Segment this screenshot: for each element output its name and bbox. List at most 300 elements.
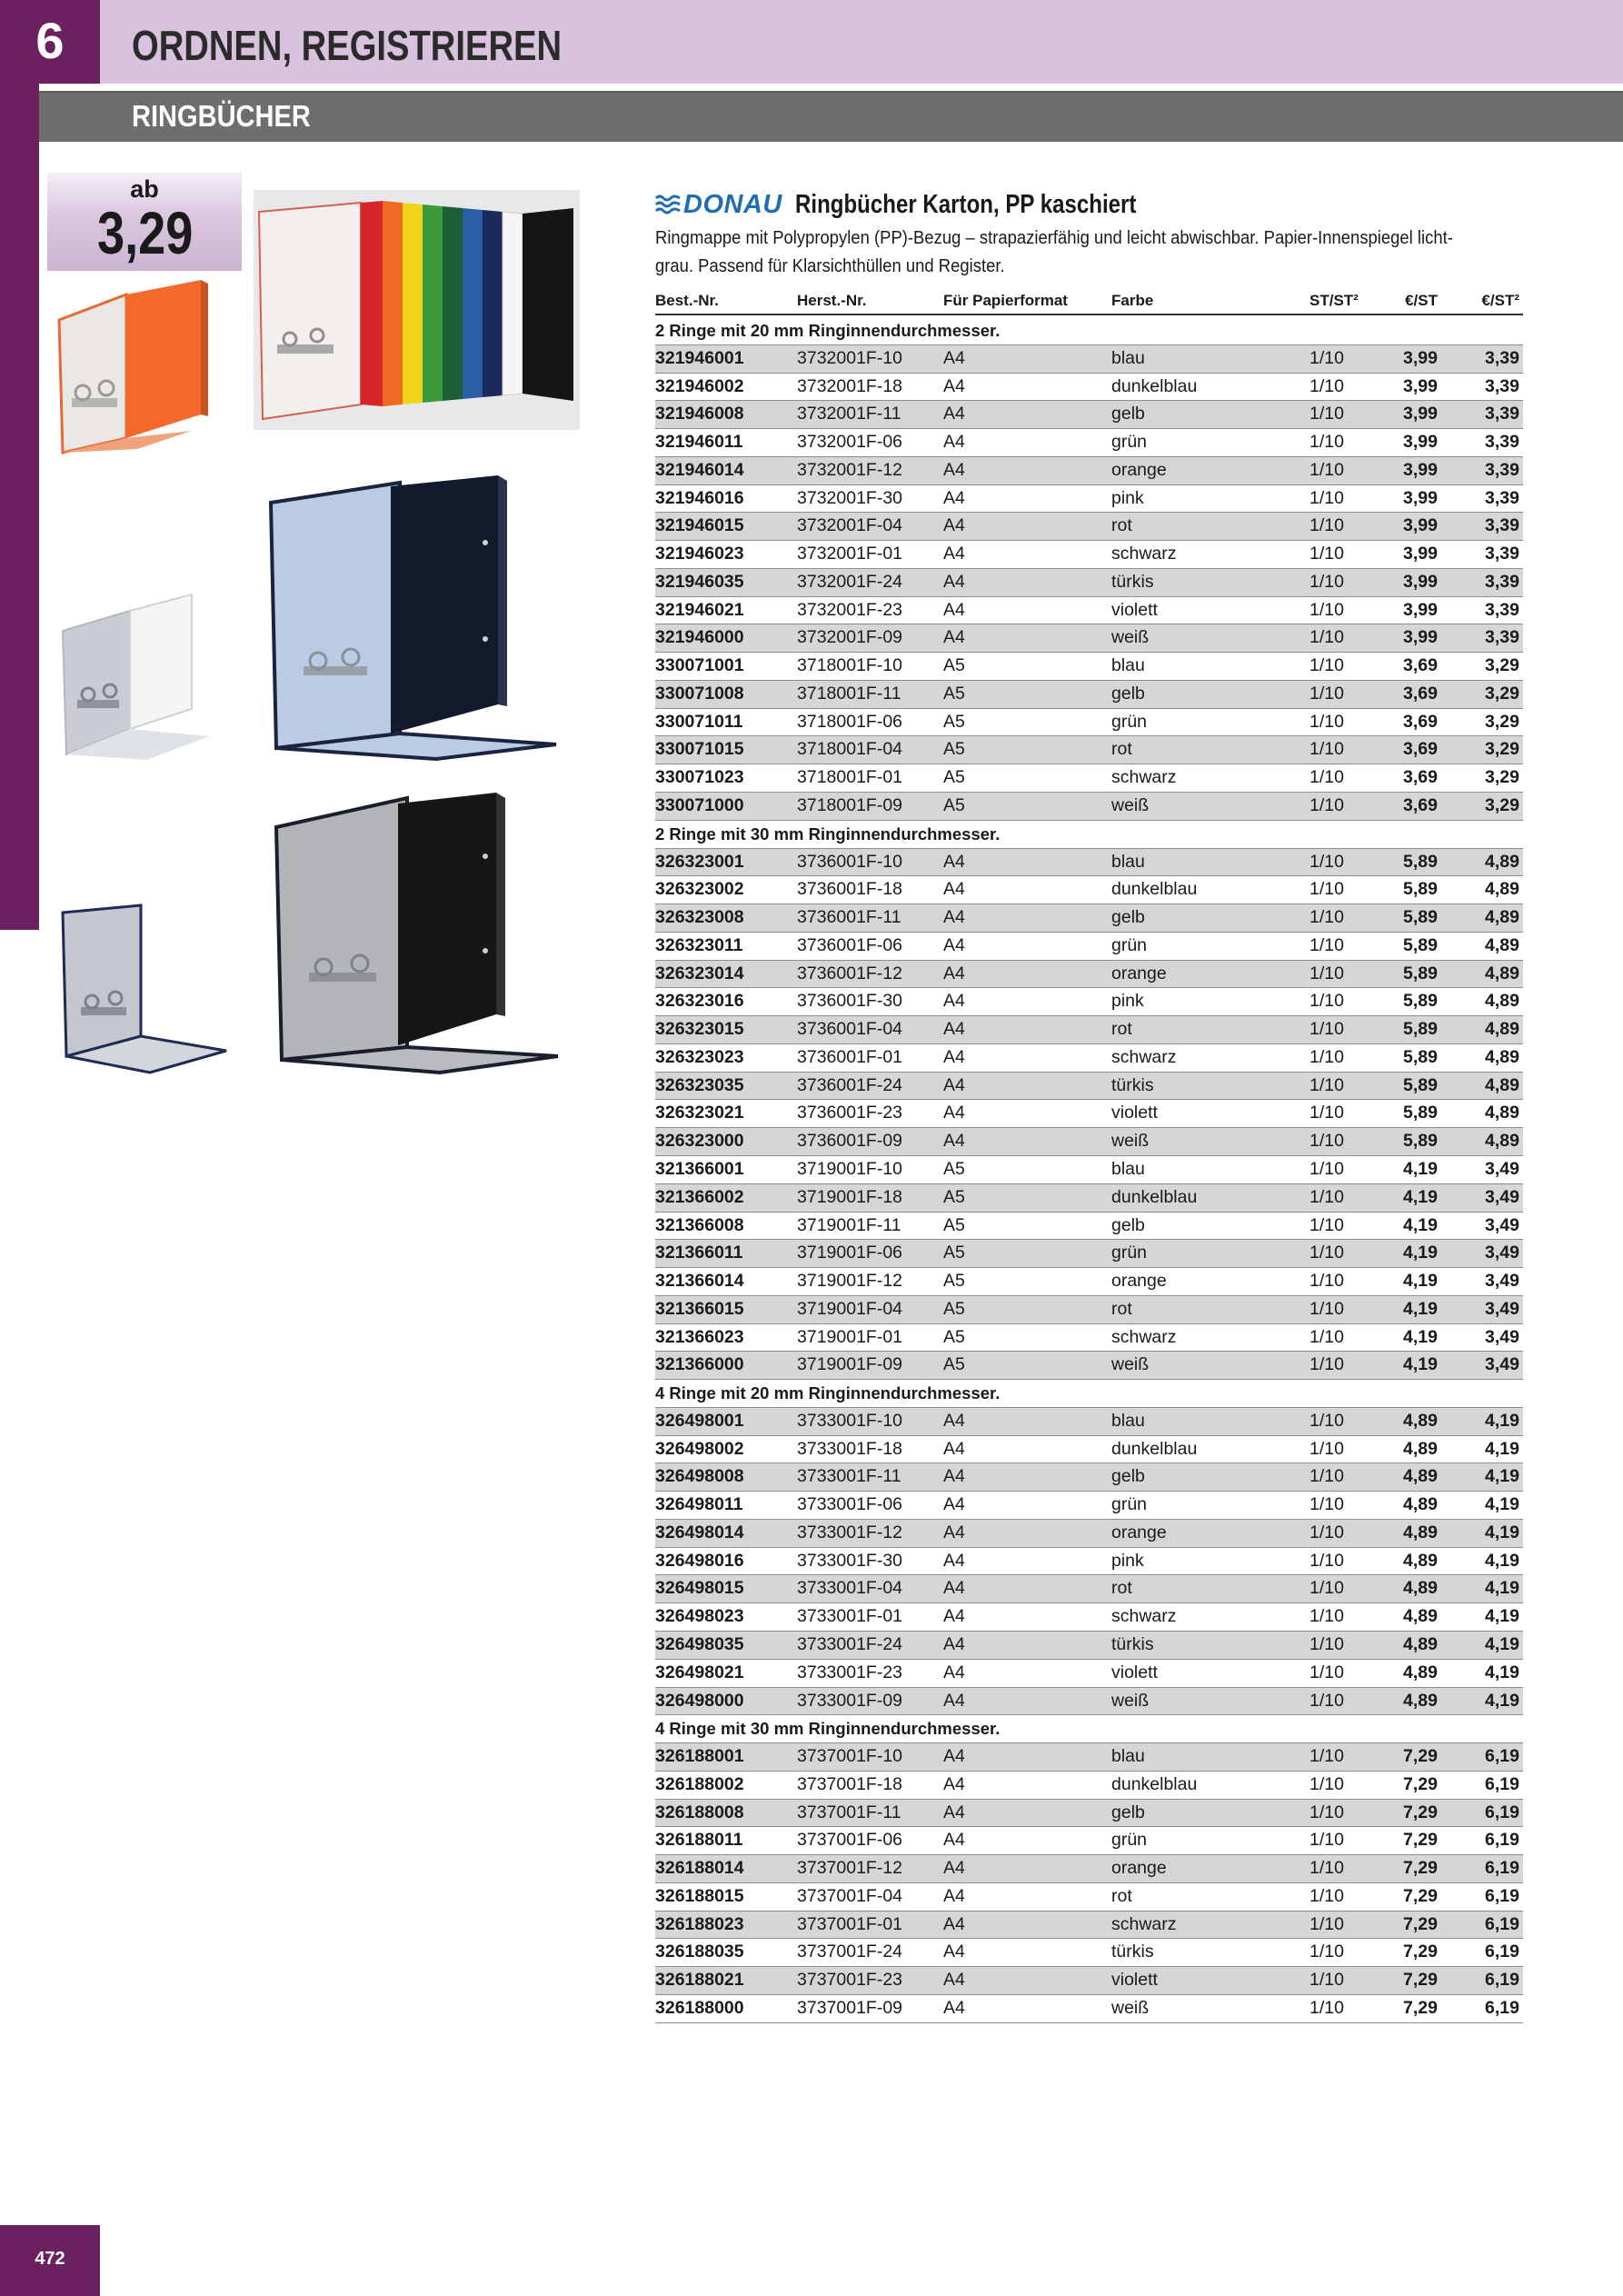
cell-price-st: 4,89 bbox=[1403, 1550, 1438, 1571]
cell-price-st2: 3,49 bbox=[1485, 1271, 1519, 1292]
cell-herst-nr: 3718001F-06 bbox=[797, 711, 903, 732]
cell-farbe: orange bbox=[1111, 1522, 1167, 1542]
cell-price-st: 4,89 bbox=[1403, 1633, 1438, 1654]
cell-best-nr: 326323014 bbox=[655, 963, 744, 983]
cell-farbe: dunkelblau bbox=[1111, 879, 1198, 900]
column-header-herst-nr: Herst.-Nr. bbox=[797, 292, 867, 309]
cell-farbe: türkis bbox=[1111, 1942, 1154, 1962]
table-row bbox=[655, 653, 1523, 681]
cell-price-st: 7,29 bbox=[1403, 1773, 1438, 1794]
table-row bbox=[655, 1575, 1523, 1603]
cell-herst-nr: 3732001F-12 bbox=[797, 459, 903, 480]
cell-price-st2: 4,19 bbox=[1485, 1522, 1519, 1542]
cell-price-st2: 4,89 bbox=[1485, 963, 1519, 983]
cell-herst-nr: 3737001F-18 bbox=[797, 1773, 903, 1794]
table-row bbox=[655, 1855, 1523, 1883]
cell-herst-nr: 3736001F-18 bbox=[797, 879, 903, 900]
cell-price-st: 3,99 bbox=[1403, 515, 1438, 536]
cell-best-nr: 326498035 bbox=[655, 1633, 744, 1654]
cell-price-st: 5,89 bbox=[1403, 1103, 1438, 1123]
cell-st: 1/10 bbox=[1309, 347, 1344, 368]
cell-price-st2: 4,89 bbox=[1485, 934, 1519, 955]
cell-format: A4 bbox=[943, 1690, 965, 1711]
table-row bbox=[655, 1128, 1523, 1156]
cell-price-st2: 4,89 bbox=[1485, 991, 1519, 1012]
cell-format: A5 bbox=[943, 1354, 965, 1375]
cell-price-st2: 6,19 bbox=[1485, 1830, 1519, 1851]
cell-farbe: orange bbox=[1111, 963, 1167, 983]
cell-farbe: weiß bbox=[1111, 1131, 1150, 1152]
cell-best-nr: 326498008 bbox=[655, 1466, 744, 1487]
cell-best-nr: 326323015 bbox=[655, 1019, 744, 1040]
cell-best-nr: 326323011 bbox=[655, 934, 743, 955]
cell-st: 1/10 bbox=[1309, 711, 1344, 732]
cell-farbe: blau bbox=[1111, 1158, 1145, 1179]
table-row bbox=[655, 933, 1523, 961]
cell-farbe: dunkelblau bbox=[1111, 375, 1198, 396]
cell-st: 1/10 bbox=[1309, 1997, 1344, 2018]
product-description-line: grau. Passend für Klarsichthüllen und Register. bbox=[655, 255, 1005, 276]
cell-format: A4 bbox=[943, 1942, 965, 1962]
cell-herst-nr: 3733001F-23 bbox=[797, 1662, 903, 1682]
table-row bbox=[655, 569, 1523, 597]
cell-herst-nr: 3736001F-06 bbox=[797, 934, 903, 955]
cell-format: A4 bbox=[943, 907, 965, 928]
column-header-farbe: Farbe bbox=[1111, 292, 1154, 309]
cell-st: 1/10 bbox=[1309, 1746, 1344, 1767]
cell-best-nr: 326323002 bbox=[655, 879, 744, 900]
cell-best-nr: 321946021 bbox=[655, 599, 744, 620]
column-header-best-nr: Best.-Nr. bbox=[655, 292, 719, 309]
cell-price-st2: 4,19 bbox=[1485, 1494, 1519, 1515]
cell-st: 1/10 bbox=[1309, 1466, 1344, 1487]
cell-herst-nr: 3733001F-09 bbox=[797, 1690, 903, 1711]
cell-farbe: türkis bbox=[1111, 571, 1154, 592]
cell-price-st: 5,89 bbox=[1403, 934, 1438, 955]
table-row bbox=[655, 1044, 1523, 1073]
cell-st: 1/10 bbox=[1309, 1438, 1344, 1459]
cell-st: 1/10 bbox=[1309, 375, 1344, 396]
price-prefix: ab bbox=[130, 175, 159, 203]
cell-herst-nr: 3732001F-10 bbox=[797, 347, 903, 368]
cell-herst-nr: 3737001F-12 bbox=[797, 1858, 903, 1879]
cell-price-st2: 6,19 bbox=[1485, 1942, 1519, 1962]
cell-price-st: 4,89 bbox=[1403, 1690, 1438, 1711]
cell-price-st2: 4,19 bbox=[1485, 1633, 1519, 1654]
cell-price-st: 4,89 bbox=[1403, 1606, 1438, 1627]
cell-farbe: blau bbox=[1111, 655, 1145, 676]
cell-farbe: weiß bbox=[1111, 795, 1150, 816]
cell-price-st2: 4,19 bbox=[1485, 1606, 1519, 1627]
cell-farbe: weiß bbox=[1111, 1997, 1150, 2018]
group-label: 4 Ringe mit 30 mm Ringinnendurchmesser. bbox=[655, 1715, 1523, 1743]
product-image-gray-binder bbox=[55, 593, 234, 761]
cell-price-st: 3,99 bbox=[1403, 404, 1438, 424]
cell-best-nr: 326188000 bbox=[655, 1997, 744, 2018]
cell-price-st2: 6,19 bbox=[1485, 1858, 1519, 1879]
cell-format: A4 bbox=[943, 627, 965, 648]
cell-st: 1/10 bbox=[1309, 459, 1344, 480]
column-header-st: ST/ST² bbox=[1309, 292, 1359, 309]
cell-farbe: grün bbox=[1111, 711, 1148, 732]
cell-st: 1/10 bbox=[1309, 655, 1344, 676]
table-row bbox=[655, 1883, 1523, 1912]
cell-st: 1/10 bbox=[1309, 1019, 1344, 1040]
cell-st: 1/10 bbox=[1309, 544, 1344, 564]
cell-price-st: 5,89 bbox=[1403, 851, 1438, 872]
cell-price-st: 4,19 bbox=[1403, 1186, 1438, 1207]
cell-price-st: 4,19 bbox=[1403, 1243, 1438, 1263]
table-header bbox=[655, 287, 1523, 315]
table-row bbox=[655, 1967, 1523, 1995]
table-row bbox=[655, 1688, 1523, 1716]
cell-price-st2: 4,89 bbox=[1485, 907, 1519, 928]
cell-format: A5 bbox=[943, 795, 965, 816]
cell-price-st: 7,29 bbox=[1403, 1970, 1438, 1991]
cell-price-st2: 3,39 bbox=[1485, 432, 1519, 453]
cell-price-st2: 4,19 bbox=[1485, 1438, 1519, 1459]
cell-farbe: grün bbox=[1111, 432, 1148, 453]
cell-price-st2: 3,39 bbox=[1485, 375, 1519, 396]
cell-format: A4 bbox=[943, 934, 965, 955]
cell-st: 1/10 bbox=[1309, 1690, 1344, 1711]
cell-format: A5 bbox=[943, 711, 965, 732]
cell-format: A4 bbox=[943, 1466, 965, 1487]
cell-price-st2: 3,49 bbox=[1485, 1354, 1519, 1375]
column-header-price-st: €/ST bbox=[1405, 292, 1438, 309]
cell-price-st2: 3,29 bbox=[1485, 739, 1519, 760]
cell-price-st2: 3,49 bbox=[1485, 1158, 1519, 1179]
cell-price-st: 5,89 bbox=[1403, 1019, 1438, 1040]
cell-price-st: 3,99 bbox=[1403, 487, 1438, 508]
table-row bbox=[655, 345, 1523, 374]
cell-best-nr: 326498000 bbox=[655, 1690, 744, 1711]
cell-best-nr: 321366000 bbox=[655, 1354, 744, 1375]
cell-price-st2: 3,39 bbox=[1485, 515, 1519, 536]
table-row bbox=[655, 681, 1523, 709]
cell-best-nr: 321366011 bbox=[655, 1243, 743, 1263]
table-row bbox=[655, 597, 1523, 625]
cell-st: 1/10 bbox=[1309, 487, 1344, 508]
cell-farbe: rot bbox=[1111, 739, 1132, 760]
chapter-number: 6 bbox=[35, 12, 65, 69]
cell-farbe: orange bbox=[1111, 1271, 1167, 1292]
table-row bbox=[655, 1548, 1523, 1576]
cell-price-st: 5,89 bbox=[1403, 879, 1438, 900]
chapter-title: ORDNEN, REGISTRIEREN bbox=[132, 22, 563, 69]
cell-format: A5 bbox=[943, 1186, 965, 1207]
section-title: RINGBÜCHER bbox=[132, 99, 311, 133]
wave-logo-icon bbox=[655, 195, 681, 215]
cell-price-st2: 3,29 bbox=[1485, 683, 1519, 704]
cell-st: 1/10 bbox=[1309, 1885, 1344, 1906]
cell-st: 1/10 bbox=[1309, 1578, 1344, 1599]
cell-price-st2: 3,49 bbox=[1485, 1214, 1519, 1235]
cell-st: 1/10 bbox=[1309, 571, 1344, 592]
cell-format: A4 bbox=[943, 879, 965, 900]
cell-farbe: blau bbox=[1111, 851, 1145, 872]
cell-format: A4 bbox=[943, 1885, 965, 1906]
cell-best-nr: 326188002 bbox=[655, 1773, 744, 1794]
table-row bbox=[655, 961, 1523, 989]
cell-st: 1/10 bbox=[1309, 1214, 1344, 1235]
cell-herst-nr: 3732001F-18 bbox=[797, 375, 903, 396]
cell-herst-nr: 3737001F-23 bbox=[797, 1970, 903, 1991]
cell-herst-nr: 3732001F-30 bbox=[797, 487, 903, 508]
table-row bbox=[655, 1772, 1523, 1800]
cell-best-nr: 326188023 bbox=[655, 1913, 744, 1934]
cell-best-nr: 330071023 bbox=[655, 767, 744, 788]
table-row bbox=[655, 1268, 1523, 1296]
cell-best-nr: 326498016 bbox=[655, 1550, 744, 1571]
cell-farbe: schwarz bbox=[1111, 1606, 1177, 1627]
product-image-black-binder-blue-interior bbox=[264, 475, 563, 761]
cell-price-st2: 3,39 bbox=[1485, 347, 1519, 368]
cell-price-st2: 4,19 bbox=[1485, 1662, 1519, 1682]
cell-price-st: 5,89 bbox=[1403, 1131, 1438, 1152]
table-row bbox=[655, 374, 1523, 402]
cell-format: A4 bbox=[943, 1131, 965, 1152]
table-row bbox=[655, 764, 1523, 793]
cell-best-nr: 321946016 bbox=[655, 487, 744, 508]
cell-farbe: pink bbox=[1111, 487, 1144, 508]
cell-format: A4 bbox=[943, 1830, 965, 1851]
cell-price-st: 3,69 bbox=[1403, 767, 1438, 788]
cell-best-nr: 321946023 bbox=[655, 544, 744, 564]
table-row bbox=[655, 904, 1523, 933]
cell-best-nr: 326323000 bbox=[655, 1131, 744, 1152]
cell-format: A4 bbox=[943, 1802, 965, 1822]
cell-price-st2: 4,19 bbox=[1485, 1410, 1519, 1431]
table-row bbox=[655, 1603, 1523, 1632]
cell-herst-nr: 3737001F-11 bbox=[797, 1802, 901, 1822]
cell-price-st: 3,69 bbox=[1403, 655, 1438, 676]
cell-farbe: violett bbox=[1111, 599, 1158, 620]
cell-format: A4 bbox=[943, 851, 965, 872]
cell-format: A4 bbox=[943, 544, 965, 564]
cell-st: 1/10 bbox=[1309, 1830, 1344, 1851]
table-body bbox=[655, 317, 1523, 2023]
cell-herst-nr: 3719001F-01 bbox=[797, 1326, 903, 1347]
cell-best-nr: 326323023 bbox=[655, 1046, 744, 1067]
cell-best-nr: 326498023 bbox=[655, 1606, 744, 1627]
cell-st: 1/10 bbox=[1309, 515, 1344, 536]
cell-st: 1/10 bbox=[1309, 1913, 1344, 1934]
cell-price-st2: 3,29 bbox=[1485, 711, 1519, 732]
cell-st: 1/10 bbox=[1309, 683, 1344, 704]
cell-st: 1/10 bbox=[1309, 795, 1344, 816]
cell-format: A4 bbox=[943, 1522, 965, 1542]
cell-herst-nr: 3737001F-10 bbox=[797, 1746, 903, 1767]
cell-herst-nr: 3737001F-04 bbox=[797, 1885, 903, 1906]
cell-format: A4 bbox=[943, 991, 965, 1012]
cell-best-nr: 321946011 bbox=[655, 432, 743, 453]
cell-format: A4 bbox=[943, 1550, 965, 1571]
cell-price-st: 3,99 bbox=[1403, 375, 1438, 396]
cell-format: A4 bbox=[943, 1858, 965, 1879]
cell-format: A4 bbox=[943, 1494, 965, 1515]
cell-st: 1/10 bbox=[1309, 1942, 1344, 1962]
brand-logo bbox=[655, 188, 782, 221]
table-row bbox=[655, 1995, 1523, 2023]
cell-farbe: rot bbox=[1111, 1885, 1132, 1906]
cell-price-st: 3,69 bbox=[1403, 739, 1438, 760]
cell-format: A4 bbox=[943, 1410, 965, 1431]
cell-farbe: schwarz bbox=[1111, 1046, 1177, 1067]
cell-st: 1/10 bbox=[1309, 1243, 1344, 1263]
cell-herst-nr: 3737001F-09 bbox=[797, 1997, 903, 2018]
table-row bbox=[655, 1800, 1523, 1828]
cell-herst-nr: 3733001F-30 bbox=[797, 1550, 903, 1571]
cell-farbe: orange bbox=[1111, 459, 1167, 480]
cell-herst-nr: 3737001F-01 bbox=[797, 1913, 903, 1934]
cell-herst-nr: 3718001F-09 bbox=[797, 795, 903, 816]
cell-best-nr: 326188021 bbox=[655, 1970, 744, 1991]
cell-format: A5 bbox=[943, 683, 965, 704]
product-description-line: Ringmappe mit Polypropylen (PP)-Bezug – strapazierfähig und leicht abwischbar. Papier-Innenspiegel licht- bbox=[655, 227, 1453, 248]
cell-st: 1/10 bbox=[1309, 991, 1344, 1012]
table-row bbox=[655, 485, 1523, 514]
cell-farbe: pink bbox=[1111, 1550, 1144, 1571]
table-row bbox=[655, 1016, 1523, 1044]
cell-format: A4 bbox=[943, 1046, 965, 1067]
cell-st: 1/10 bbox=[1309, 1662, 1344, 1682]
cell-best-nr: 321946015 bbox=[655, 515, 744, 536]
cell-st: 1/10 bbox=[1309, 1326, 1344, 1347]
cell-price-st: 3,69 bbox=[1403, 711, 1438, 732]
table-row bbox=[655, 624, 1523, 653]
cell-price-st: 7,29 bbox=[1403, 1746, 1438, 1767]
cell-herst-nr: 3736001F-24 bbox=[797, 1074, 903, 1095]
cell-st: 1/10 bbox=[1309, 879, 1344, 900]
cell-best-nr: 321946008 bbox=[655, 404, 744, 424]
cell-herst-nr: 3737001F-24 bbox=[797, 1942, 903, 1962]
cell-best-nr: 326188001 bbox=[655, 1746, 744, 1767]
cell-best-nr: 321946014 bbox=[655, 459, 744, 480]
cell-price-st2: 3,39 bbox=[1485, 459, 1519, 480]
cell-format: A4 bbox=[943, 571, 965, 592]
cell-price-st: 4,89 bbox=[1403, 1494, 1438, 1515]
cell-farbe: schwarz bbox=[1111, 544, 1177, 564]
chapter-side-bar bbox=[0, 84, 39, 930]
cell-price-st: 7,29 bbox=[1403, 1885, 1438, 1906]
cell-st: 1/10 bbox=[1309, 1633, 1344, 1654]
cell-format: A4 bbox=[943, 963, 965, 983]
cell-format: A4 bbox=[943, 1019, 965, 1040]
table-row bbox=[655, 1156, 1523, 1184]
cell-price-st2: 3,39 bbox=[1485, 404, 1519, 424]
cell-best-nr: 326498015 bbox=[655, 1578, 744, 1599]
cell-best-nr: 326323001 bbox=[655, 851, 744, 872]
group-label: 2 Ringe mit 30 mm Ringinnendurchmesser. bbox=[655, 821, 1523, 849]
cell-format: A4 bbox=[943, 1997, 965, 2018]
cell-format: A5 bbox=[943, 655, 965, 676]
table-row bbox=[655, 709, 1523, 737]
cell-format: A4 bbox=[943, 1578, 965, 1599]
cell-farbe: weiß bbox=[1111, 1690, 1150, 1711]
cell-herst-nr: 3732001F-06 bbox=[797, 432, 903, 453]
cell-price-st: 3,69 bbox=[1403, 795, 1438, 816]
price-value: 3,29 bbox=[97, 199, 194, 266]
cell-format: A4 bbox=[943, 1633, 965, 1654]
cell-best-nr: 326188035 bbox=[655, 1942, 744, 1962]
cell-price-st: 3,99 bbox=[1403, 459, 1438, 480]
cell-format: A5 bbox=[943, 1243, 965, 1263]
cell-price-st2: 4,89 bbox=[1485, 1046, 1519, 1067]
cell-herst-nr: 3718001F-01 bbox=[797, 767, 903, 788]
cell-best-nr: 321366008 bbox=[655, 1214, 744, 1235]
cell-herst-nr: 3733001F-06 bbox=[797, 1494, 903, 1515]
table-row bbox=[655, 1827, 1523, 1855]
cell-price-st: 4,89 bbox=[1403, 1438, 1438, 1459]
cell-farbe: rot bbox=[1111, 1298, 1132, 1319]
table-row bbox=[655, 1073, 1523, 1101]
cell-format: A5 bbox=[943, 1214, 965, 1235]
cell-best-nr: 330071000 bbox=[655, 795, 744, 816]
cell-herst-nr: 3736001F-30 bbox=[797, 991, 903, 1012]
cell-format: A4 bbox=[943, 459, 965, 480]
cell-herst-nr: 3736001F-12 bbox=[797, 963, 903, 983]
cell-herst-nr: 3733001F-10 bbox=[797, 1410, 903, 1431]
cell-format: A4 bbox=[943, 375, 965, 396]
cell-format: A4 bbox=[943, 1662, 965, 1682]
cell-format: A5 bbox=[943, 1271, 965, 1292]
cell-st: 1/10 bbox=[1309, 1522, 1344, 1542]
cell-farbe: schwarz bbox=[1111, 1913, 1177, 1934]
table-row bbox=[655, 736, 1523, 764]
cell-st: 1/10 bbox=[1309, 1410, 1344, 1431]
cell-price-st2: 6,19 bbox=[1485, 1970, 1519, 1991]
cell-herst-nr: 3736001F-09 bbox=[797, 1131, 903, 1152]
cell-price-st: 3,99 bbox=[1403, 432, 1438, 453]
table-row bbox=[655, 1213, 1523, 1241]
cell-herst-nr: 3733001F-24 bbox=[797, 1633, 903, 1654]
cell-price-st2: 3,49 bbox=[1485, 1326, 1519, 1347]
cell-herst-nr: 3737001F-06 bbox=[797, 1830, 903, 1851]
cell-herst-nr: 3733001F-01 bbox=[797, 1606, 903, 1627]
cell-farbe: violett bbox=[1111, 1970, 1158, 1991]
cell-price-st2: 6,19 bbox=[1485, 1746, 1519, 1767]
cell-price-st2: 4,89 bbox=[1485, 1131, 1519, 1152]
cell-herst-nr: 3719001F-06 bbox=[797, 1243, 903, 1263]
cell-best-nr: 330071001 bbox=[655, 655, 744, 676]
cell-herst-nr: 3732001F-01 bbox=[797, 544, 903, 564]
cell-herst-nr: 3719001F-12 bbox=[797, 1271, 903, 1292]
cell-best-nr: 321366015 bbox=[655, 1298, 744, 1319]
cell-price-st: 3,99 bbox=[1403, 571, 1438, 592]
cell-herst-nr: 3736001F-11 bbox=[797, 907, 901, 928]
cell-herst-nr: 3736001F-10 bbox=[797, 851, 903, 872]
cell-price-st: 4,89 bbox=[1403, 1662, 1438, 1682]
cell-herst-nr: 3732001F-24 bbox=[797, 571, 903, 592]
cell-best-nr: 321366001 bbox=[655, 1158, 744, 1179]
cell-price-st: 4,19 bbox=[1403, 1326, 1438, 1347]
cell-price-st2: 6,19 bbox=[1485, 1802, 1519, 1822]
table-row bbox=[655, 1939, 1523, 1967]
product-image-orange-binder bbox=[55, 278, 234, 454]
cell-format: A4 bbox=[943, 1103, 965, 1123]
cell-st: 1/10 bbox=[1309, 739, 1344, 760]
product-image-binder-colors bbox=[254, 190, 580, 430]
table-row bbox=[655, 1912, 1523, 1940]
cell-best-nr: 321366002 bbox=[655, 1186, 744, 1207]
cell-st: 1/10 bbox=[1309, 1186, 1344, 1207]
cell-best-nr: 326323021 bbox=[655, 1103, 744, 1123]
cell-herst-nr: 3719001F-11 bbox=[797, 1214, 901, 1235]
cell-herst-nr: 3736001F-01 bbox=[797, 1046, 903, 1067]
cell-price-st: 7,29 bbox=[1403, 1802, 1438, 1822]
cell-best-nr: 321366014 bbox=[655, 1271, 744, 1292]
